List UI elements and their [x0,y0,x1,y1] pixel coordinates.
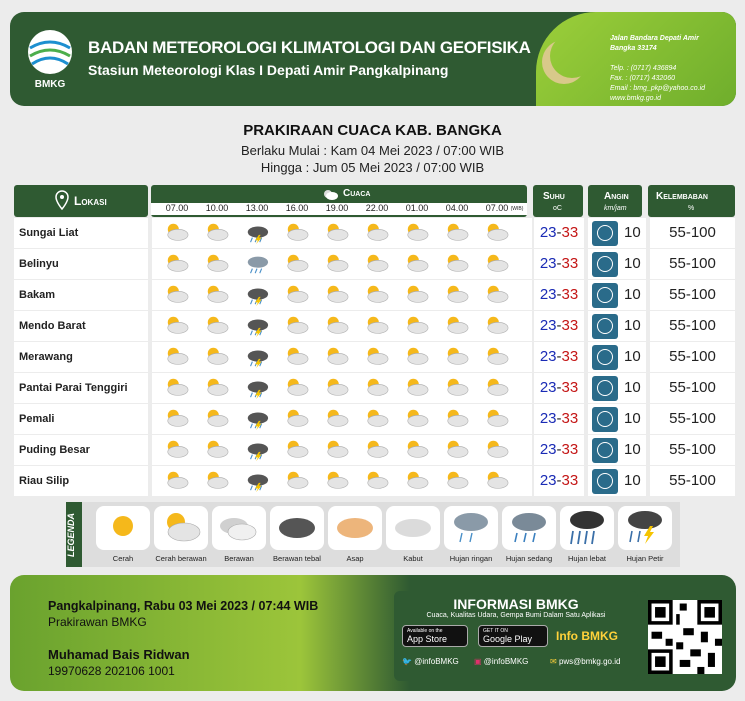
legend-item [560,506,614,550]
legend-cl-icon [212,506,266,550]
legend-item [96,506,150,550]
temp-max: 33 [561,348,579,365]
wind-speed: 10 [624,379,641,396]
weather-cells [152,466,532,496]
weather-cb-icon [202,283,232,307]
temp-max: 33 [561,472,579,489]
weather-cb-icon [322,221,352,245]
location-name: Pemali [14,404,148,434]
time-label: 07.00 [165,203,189,213]
valid-from: Berlaku Mulai : Kam 04 Mei 2023 / 07:00 WIB [240,143,504,158]
header-suhu [533,185,583,217]
appstore-label: App Store [407,634,448,644]
temperature: 23-33 [534,435,584,465]
weather-cb-icon [322,376,352,400]
temperature: 23-33 [534,373,584,403]
weather-cb-icon [322,469,352,493]
location-name: Riau Silip [14,466,148,496]
weather-cb-icon [362,438,392,462]
weather-cells [152,404,532,434]
googleplay-small: GET IT ON [483,628,508,634]
temp-max: 33 [561,224,579,241]
angin-unit: km/jam [604,205,627,212]
label-angin: Angin [604,191,629,202]
weather-cb-icon [162,283,192,307]
weather-cb-icon [162,345,192,369]
legend-label: Cerah berawan [155,554,207,563]
time-label: 04.00 [445,203,469,213]
legend-fog-icon [386,506,440,550]
weather-cells [152,249,532,279]
label-lokasi: Lokasi [74,194,107,208]
twitter-handle[interactable] [402,657,459,666]
weather-cb-icon [362,283,392,307]
wind-speed: 10 [624,472,641,489]
temperature: 23-33 [534,311,584,341]
info-tagline: Cuaca, Kualitas Udara, Gempa Bumi Dalam Satu Aplikasi [426,612,606,619]
temperature: 23-33 [534,249,584,279]
legend-item [154,506,208,550]
legend-label: Hujan lebat [568,554,606,563]
legend-item [618,506,672,550]
temp-min: 23 [539,286,557,303]
times-suffix: (WIB) [510,206,524,212]
weather-cb-icon [482,283,512,307]
googleplay-label: Google Play [483,634,533,644]
temp-min: 23 [539,348,557,365]
weather-cb-icon [162,407,192,431]
humidity: 55-100 [650,311,735,341]
weather-cb-icon [362,407,392,431]
wind-speed: 10 [624,410,641,427]
weather-cb-icon [442,221,472,245]
table-row [14,218,735,248]
table-row [14,466,735,496]
weather-cb-icon [442,376,472,400]
website: www.bmkg.go.id [610,95,661,102]
legend-item [328,506,382,550]
wind [588,373,646,403]
legend-label: Hujan ringan [449,554,493,563]
address-line-1: Jalan Bandara Depati Amir [610,35,699,42]
location-pin-icon [54,190,70,210]
header-banner [10,12,736,106]
logo-text: BMKG [34,79,66,90]
table-row [14,373,735,403]
label-cuaca: Cuaca [343,188,371,199]
time-label: 19.00 [325,203,349,213]
temperature: 23-33 [534,466,584,496]
contact-info [610,34,722,104]
label-kelembaban: Kelembaban [656,191,708,202]
location-name: Belinyu [14,249,148,279]
weather-cb-icon [162,252,192,276]
legend-item [444,506,498,550]
time-label: 01.00 [405,203,429,213]
weather-cb-icon [362,345,392,369]
weather-cb-icon [482,221,512,245]
wind-direction-icon [592,345,618,370]
location-name: Pantai Parai Tenggiri [14,373,148,403]
weather-hr-icon [242,252,272,276]
label-suhu: Suhu [543,191,565,202]
appstore-small: Available on the [407,628,443,634]
wind-speed: 10 [624,255,641,272]
twitter-text: @infoBMKG [414,657,459,666]
weather-cb-icon [322,314,352,338]
legend-hr-icon [444,506,498,550]
moon-ornament [550,34,594,78]
weather-cb-icon [322,407,352,431]
location-name: Merawang [14,342,148,372]
weather-ht-icon [242,345,272,369]
weather-cb-icon [482,252,512,276]
temp-min: 23 [539,379,557,396]
weather-cb-icon [402,314,432,338]
weather-cb-icon [402,469,432,493]
wind [588,280,646,310]
weather-ht-icon [242,438,272,462]
wind-speed: 10 [624,317,641,334]
app-name: Info BMKG [556,629,618,643]
temp-max: 33 [561,441,579,458]
footer-role: Prakirawan BMKG [48,615,147,629]
wind-direction-icon [592,469,618,494]
humidity: 55-100 [650,249,735,279]
weather-cb-icon [162,376,192,400]
instagram-icon: ▣ [474,657,482,666]
weather-cb-icon [482,314,512,338]
email: Email : bmg_pkp@yahoo.co.id [610,85,706,92]
weather-ht-icon [242,407,272,431]
table-row [14,311,735,341]
temp-max: 33 [561,286,579,303]
legend-label: Berawan [224,554,254,563]
wind-direction-icon [592,314,618,339]
weather-cb-icon [282,221,312,245]
weather-cb-icon [362,376,392,400]
weather-cb-icon [402,438,432,462]
header-angin [588,185,642,217]
wind-speed: 10 [624,224,641,241]
wind [588,249,646,279]
weather-cells [152,218,532,248]
weather-cb-icon [282,376,312,400]
telp: Telp. : (0717) 436894 [610,65,677,72]
weather-cells [152,435,532,465]
weather-cb-icon [282,314,312,338]
weather-icon [321,187,339,201]
location-name: Bakam [14,280,148,310]
humidity: 55-100 [650,280,735,310]
table-row [14,249,735,279]
legend-label: Asap [346,554,364,563]
temperature: 23-33 [534,280,584,310]
temp-max: 33 [561,255,579,272]
page-title: PRAKIRAAN CUACA KAB. BANGKA [243,122,502,139]
weather-cb-icon [362,314,392,338]
table-row [14,435,735,465]
weather-cb-icon [202,469,232,493]
weather-cb-icon [402,345,432,369]
time-label: 16.00 [285,203,309,213]
weather-ht-icon [242,314,272,338]
weather-cb-icon [202,221,232,245]
info-title: INFORMASI BMKG [453,596,579,612]
humidity: 55-100 [650,373,735,403]
wind [588,404,646,434]
temp-min: 23 [539,410,557,427]
table-row [14,280,735,310]
weather-cb-icon [442,407,472,431]
valid-to: Hingga : Jum 05 Mei 2023 / 07:00 WIB [260,160,485,175]
weather-cb-icon [282,438,312,462]
legend-ht-icon [618,506,672,550]
legend-cb-icon [154,506,208,550]
temp-min: 23 [539,224,557,241]
weather-cb-icon [282,252,312,276]
weather-cb-icon [482,438,512,462]
wind [588,311,646,341]
legend-item [502,506,556,550]
time-label: 07.00 [485,203,509,213]
weather-ht-icon [242,221,272,245]
wind [588,435,646,465]
temp-max: 33 [561,317,579,334]
weather-cb-icon [402,252,432,276]
wind [588,218,646,248]
weather-cb-icon [202,314,232,338]
humidity: 55-100 [650,466,735,496]
temperature: 23-33 [534,218,584,248]
temperature: 23-33 [534,404,584,434]
legend-tag: LEGENDA [66,502,82,567]
weather-cb-icon [162,221,192,245]
forecaster-nip: 19970628 202106 1001 [48,664,175,678]
weather-cb-icon [442,283,472,307]
weather-cb-icon [282,469,312,493]
weather-cells [152,280,532,310]
org-name: BADAN METEOROLOGI KLIMATOLOGI DAN GEOFISIKA [88,38,531,57]
legend-sun-icon [96,506,150,550]
weather-cb-icon [202,407,232,431]
wind-direction-icon [592,283,618,308]
wind-speed: 10 [624,348,641,365]
temp-min: 23 [539,317,557,334]
temp-max: 33 [561,379,579,396]
wind-direction-icon [592,376,618,401]
legend-item [212,506,266,550]
weather-cb-icon [482,376,512,400]
footer-place-time: Pangkalpinang, Rabu 03 Mei 2023 / 07:44 WIB [48,599,319,613]
weather-cells [152,311,532,341]
weather-cb-icon [482,345,512,369]
humidity: 55-100 [650,342,735,372]
weather-cb-icon [402,407,432,431]
weather-ht-icon [242,376,272,400]
twitter-icon: 🐦 [402,657,412,666]
info-panel [394,591,638,681]
weather-cb-icon [322,345,352,369]
location-name: Mendo Barat [14,311,148,341]
weather-cb-icon [442,469,472,493]
weather-cb-icon [442,252,472,276]
weather-ht-icon [242,283,272,307]
wind-direction-icon [592,221,618,246]
temp-max: 33 [561,410,579,427]
legend-label: Berawan tebal [273,554,321,563]
weather-cb-icon [322,438,352,462]
humidity: 55-100 [650,218,735,248]
weather-cb-icon [202,252,232,276]
weather-cb-icon [202,376,232,400]
time-label: 22.00 [365,203,389,213]
weather-cb-icon [442,314,472,338]
weather-cb-icon [402,283,432,307]
wind-speed: 10 [624,286,641,303]
weather-cb-icon [442,438,472,462]
header-lokasi [14,185,148,217]
instagram-text: @infoBMKG [483,657,529,666]
weather-cb-icon [482,469,512,493]
wind-direction-icon [592,438,618,463]
weather-cb-icon [362,221,392,245]
temp-min: 23 [539,472,557,489]
temperature: 23-33 [534,342,584,372]
weather-cb-icon [162,314,192,338]
weather-cb-icon [282,283,312,307]
weather-ht-icon [242,469,272,493]
weather-cb-icon [282,407,312,431]
humidity: 55-100 [650,435,735,465]
kelembaban-unit: % [688,205,695,212]
weather-cb-icon [362,469,392,493]
bmkg-logo [24,26,76,90]
weather-cb-icon [482,407,512,431]
time-label: 13.00 [245,203,269,213]
suhu-unit: oC [553,205,562,212]
legend-smoke-icon [328,506,382,550]
legend-hl-icon [560,506,614,550]
weather-cb-icon [402,221,432,245]
legend-hs-icon [502,506,556,550]
legend-item [386,506,440,550]
forecast-times [151,203,527,215]
humidity: 55-100 [650,404,735,434]
legend-label: Hujan Petir [626,554,664,563]
wind [588,466,646,496]
legend-label: Cerah [112,554,134,563]
weather-cb-icon [162,438,192,462]
appstore-button[interactable] [402,625,468,647]
weather-cb-icon [202,345,232,369]
forecaster-name: Muhamad Bais Ridwan [48,647,190,662]
weather-cb-icon [362,252,392,276]
wind [588,342,646,372]
wind-direction-icon [592,252,618,277]
instagram-handle[interactable] [474,657,528,666]
weather-cells [152,342,532,372]
location-name: Sungai Liat [14,218,148,248]
mail-icon: ✉ [550,657,557,666]
qr-code[interactable] [648,600,722,674]
table-row [14,342,735,372]
googleplay-button[interactable] [478,625,548,647]
weather-cb-icon [402,376,432,400]
time-label: 10.00 [205,203,229,213]
header-kelembaban [648,185,735,217]
temp-min: 23 [539,441,557,458]
email-text: pws@bmkg.go.id [558,657,621,666]
location-name: Puding Besar [14,435,148,465]
weather-cb-icon [162,469,192,493]
weather-cb-icon [322,283,352,307]
weather-cb-icon [202,438,232,462]
temp-min: 23 [539,255,557,272]
table-row [14,404,735,434]
weather-cb-icon [442,345,472,369]
wind-direction-icon [592,407,618,432]
legend-item [270,506,324,550]
weather-cells [152,373,532,403]
wind-speed: 10 [624,441,641,458]
email-contact[interactable] [550,657,620,666]
fax: Fax. : (0717) 432060 [610,75,675,82]
legend-ct-icon [270,506,324,550]
weather-cb-icon [282,345,312,369]
weather-cb-icon [322,252,352,276]
address-line-2: Bangka 33174 [610,45,657,52]
legend-label: Kabut [403,554,423,563]
legend-label: Hujan sedang [505,554,553,563]
station-name: Stasiun Meteorologi Klas I Depati Amir Pangkalpinang [88,62,449,78]
